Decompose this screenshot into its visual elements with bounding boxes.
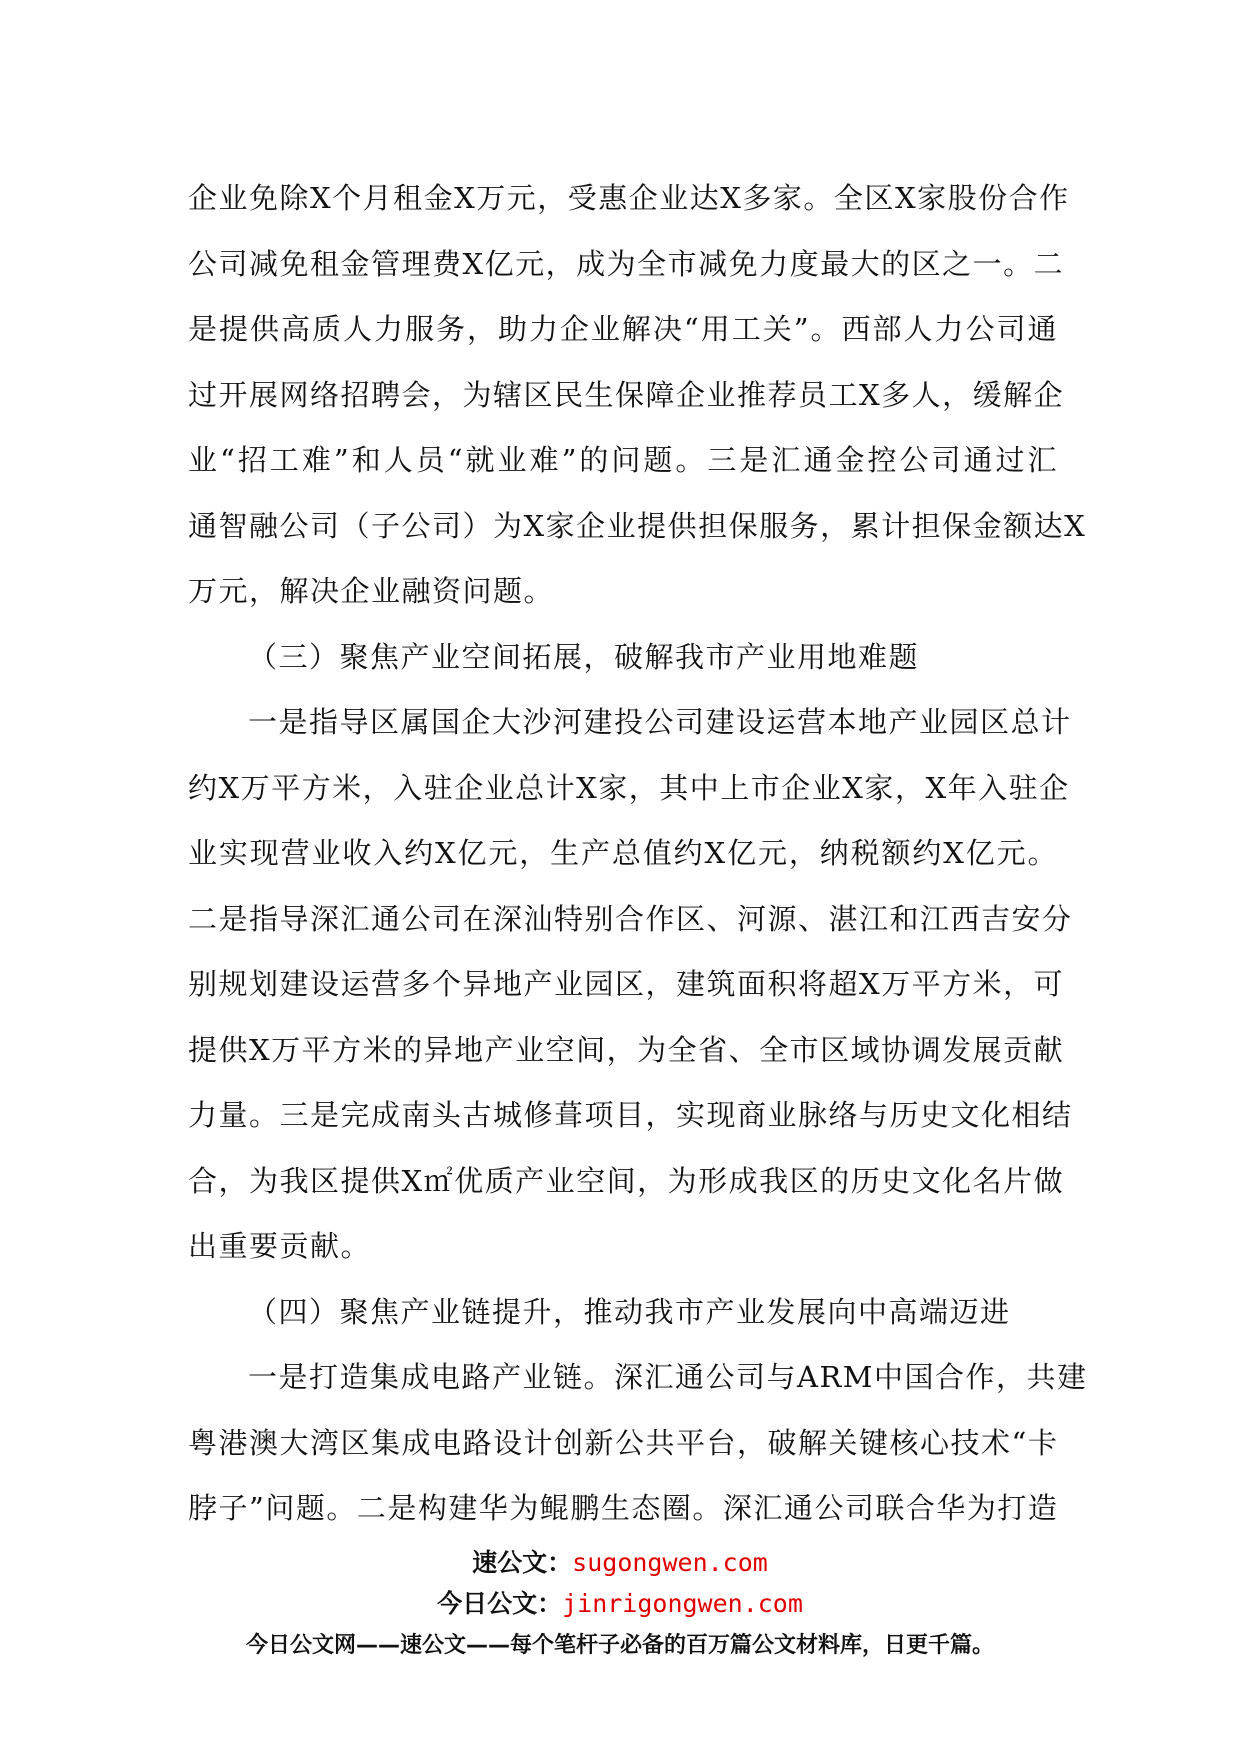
footer-site-1-label: 速公文： <box>472 1548 573 1577</box>
paragraph-line: 提供X万平方米的异地产业空间，为全省、全市区域协调发展贡献 <box>188 1032 1065 1067</box>
paragraph-line: 过开展网络招聘会，为辖区民生保障企业推荐员工X多人，缓解企 <box>188 377 1065 412</box>
paragraph-line: 业实现营业收入约X亿元，生产总值约X亿元，纳税额约X亿元。 <box>188 836 1058 870</box>
paragraph-line: 万元，解决企业融资问题。 <box>188 574 555 608</box>
paragraph-line: 是提供高质人力服务，助力企业解决“用工关”。西部人力公司通 <box>188 312 1058 346</box>
paragraph-line: 别规划建设运营多个异地产业园区，建筑面积将超X万平方米，可 <box>188 967 1065 1001</box>
paragraph-line: 业“招工难”和人员“就业难”的问题。三是汇通金控公司通过汇 <box>188 443 1058 477</box>
paragraph-line: 通智融公司（子公司）为X家企业提供担保服务，累计担保金额达X <box>188 508 1087 543</box>
footer-site-2-label: 今日公文： <box>437 1589 563 1618</box>
section-heading: （四）聚焦产业链提升，推动我市产业发展向中高端迈进 <box>248 1294 1011 1329</box>
footer-tagline: 今日公文网——速公文——每个笔杆子必备的百万篇公文材料库，日更千篇。 <box>245 1633 994 1658</box>
paragraph-line: 脖子”问题。二是构建华为鲲鹏生态圈。深汇通公司联合华为打造 <box>188 1491 1059 1525</box>
paragraph-line: 粤港澳大湾区集成电路设计创新公共平台，破解关键核心技术“卡 <box>188 1425 1059 1460</box>
paragraph-line: 约X万平方米，入驻企业总计X家，其中上市企业X家，X年入驻企 <box>188 770 1070 805</box>
footer-site-2 <box>0 1584 1240 1620</box>
paragraph-line: 合，为我区提供X㎡优质产业空间，为形成我区的历史文化名片做 <box>188 1163 1065 1198</box>
document-body <box>188 166 1088 1542</box>
paragraph-line: 二是指导深汇通公司在深汕特别合作区、河源、湛江和江西吉安分 <box>188 901 1073 936</box>
paragraph-line: 一是指导区属国企大沙河建投公司建设运营本地产业园区总计 <box>248 705 1072 739</box>
footer-site-1 <box>0 1543 1240 1579</box>
paragraph-line: 企业免除X个月租金X万元，受惠企业达X多家。全区X家股份合作 <box>188 181 1070 215</box>
paragraph-line: 力量。三是完成南头古城修葺项目，实现商业脉络与历史文化相结 <box>188 1098 1073 1132</box>
paragraph-line: 一是打造集成电路产业链。深汇通公司与ARM中国合作，共建 <box>248 1360 1088 1394</box>
section-heading: （三）聚焦产业空间拓展，破解我市产业用地难题 <box>248 639 920 674</box>
paragraph-line: 公司减免租金管理费X亿元，成为全市减免力度最大的区之一。二 <box>188 246 1065 281</box>
footer-site-1-link[interactable]: sugongwen.com <box>572 1548 768 1577</box>
footer-site-2-link[interactable]: jinrigongwen.com <box>562 1589 803 1618</box>
paragraph-line: 出重要贡献。 <box>188 1229 372 1263</box>
